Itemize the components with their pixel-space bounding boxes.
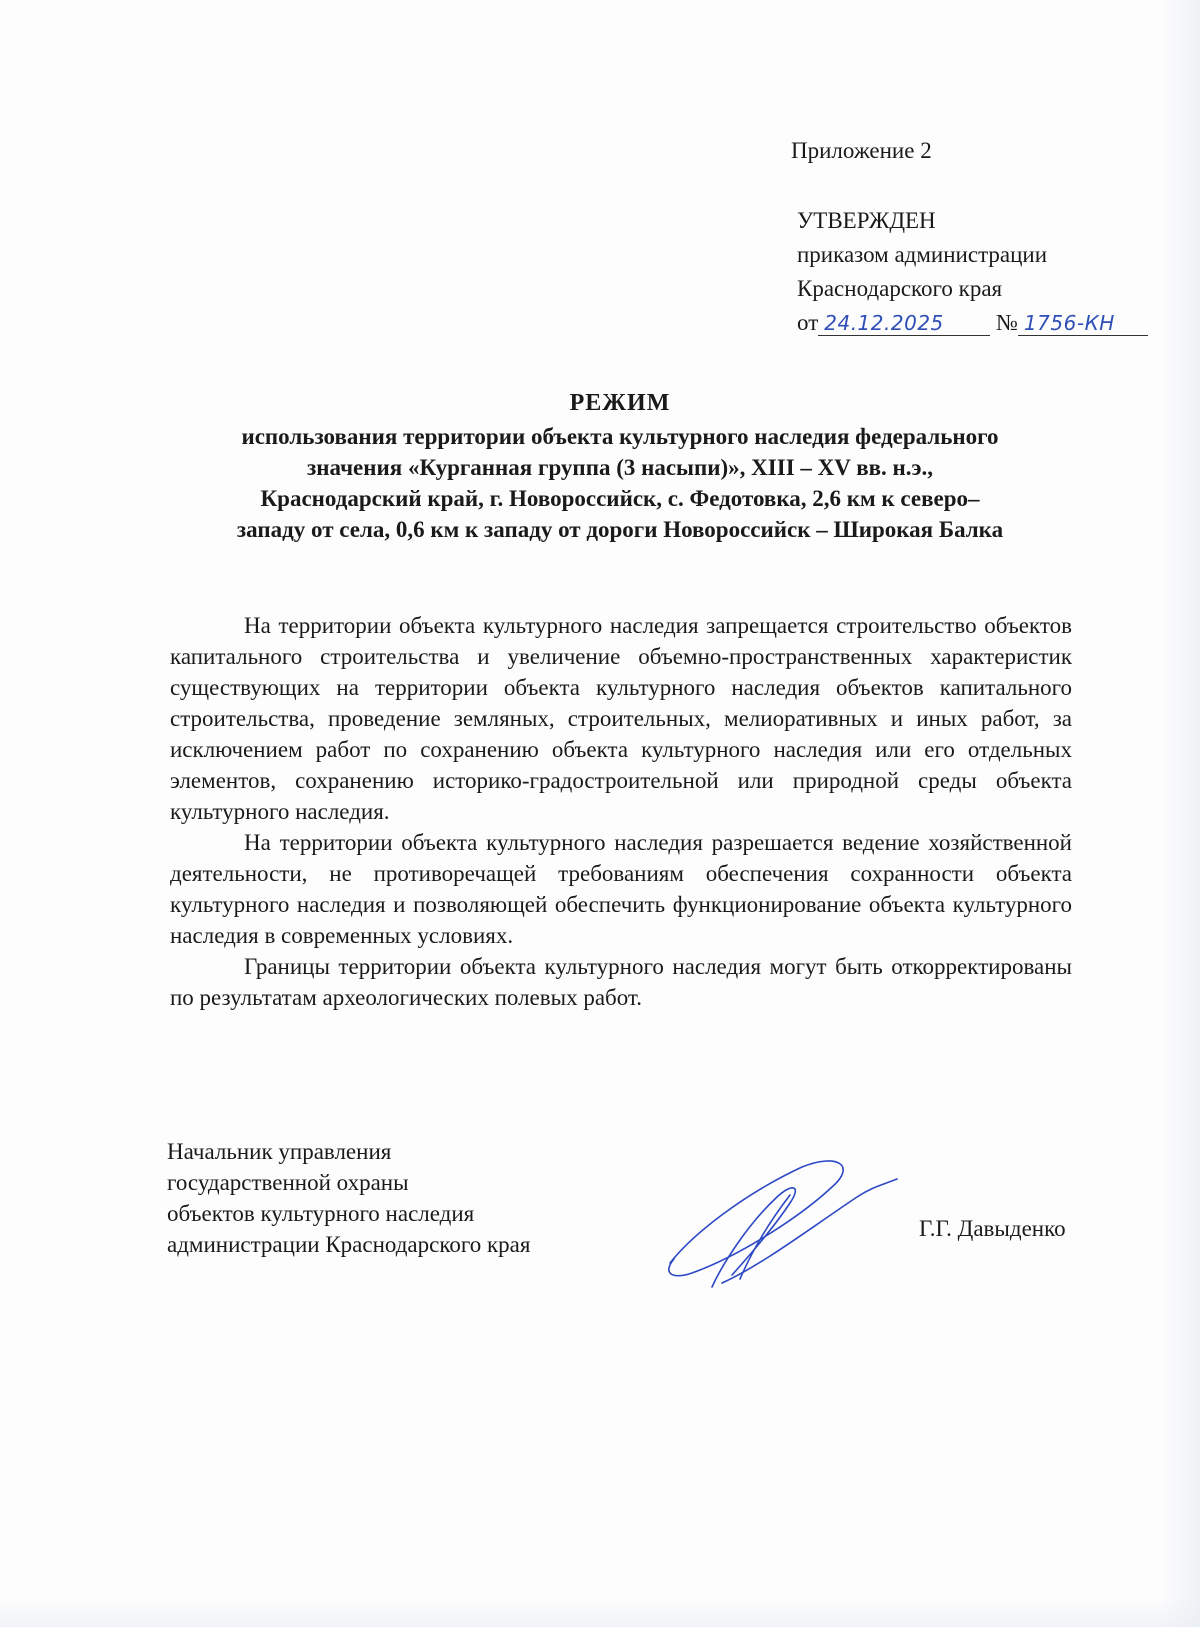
position-line-2: государственной охраны (167, 1170, 409, 1195)
signer-name: Г.Г. Давыденко (919, 1216, 1066, 1241)
title-line-4: западу от села, 0,6 км к западу от дороги Новороссийск – Широкая Балка (236, 517, 1004, 542)
approval-block (797, 204, 1148, 340)
scan-edge-shadow (1160, 0, 1200, 1627)
approved-by-line-2: Краснодарского края (797, 276, 1003, 301)
title-main: РЕЖИМ (569, 390, 671, 416)
body-paragraph-2: На территории объекта культурного наследия разрешается ведение хозяйственной деятельности, не противоречащей требованиям обеспечения сохранности объекта культурного наследия и позволяющей обеспечить функционирование объекта культурного наследия в современных условиях. (170, 830, 1072, 948)
position-line-3: объектов культурного наследия (167, 1201, 475, 1226)
position-line-1: Начальник управления (167, 1139, 392, 1164)
signatory-position (167, 1136, 530, 1260)
appendix-label: Приложение 2 (791, 138, 932, 163)
handwritten-signature (652, 1155, 902, 1295)
signature-stroke-3 (722, 1179, 897, 1283)
order-date-prefix: от (797, 310, 819, 335)
order-number-prefix: № (996, 310, 1018, 335)
order-date-handwritten: 24.12.2025 (818, 311, 990, 336)
order-number-handwritten: 1756-КН (1018, 311, 1148, 336)
title-line-3: Краснодарский край, г. Новороссийск, с. Федотовка, 2,6 км к северо– (260, 486, 980, 511)
title-line-2: значения «Курганная группа (3 насыпи)», XIII – XV вв. н.э., (307, 455, 933, 480)
title-line-1: использования территории объекта культурного наследия федерального (241, 424, 999, 449)
document-title (165, 388, 1075, 545)
body-paragraph-1: На территории объекта культурного наследия запрещается строительство объектов капитального строительства и увеличение объемно-пространственных характеристик существующих на территории объекта культурного наследия объектов капитального строительства, проведение земляных, строительных, мелиоративных и иных работ, за исключением работ по сохранению объекта культурного наследия или его отдельных элементов, сохранению историко-градостроительной или природной среды объекта культурного наследия. (170, 613, 1072, 824)
position-line-4: администрации Краснодарского края (167, 1232, 531, 1257)
order-reference (797, 306, 1148, 340)
signature-stroke-2 (712, 1188, 795, 1287)
approved-by-line-1: приказом администрации (797, 242, 1048, 267)
body-paragraph-3: Границы территории объекта культурного наследия могут быть откорректированы по результатам археологических полевых работ. (170, 954, 1072, 1010)
approved-stamp-text: УТВЕРЖДЕН (797, 208, 936, 233)
scan-bottom-shadow (0, 1597, 1200, 1627)
document-body (170, 610, 1072, 1013)
